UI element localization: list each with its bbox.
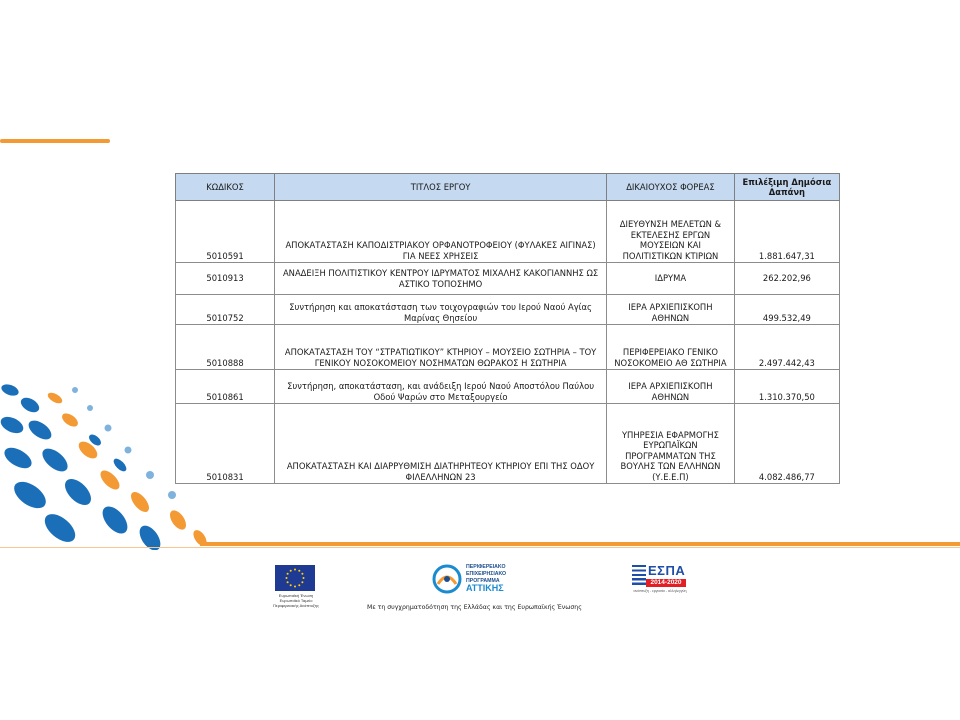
header-beneficiary: ΔΙΚΑΙΟΥΧΟΣ ΦΟΡΕΑΣ [607, 174, 735, 201]
table-row [176, 404, 840, 484]
header-title: ΤΙΤΛΟΣ ΕΡΓΟΥ [275, 174, 607, 201]
row-title: Συντήρηση, αποκατάσταση, και ανάδειξη Ιερού Ναού Αποστόλου Παύλου Οδού Ψαρών στο Μεταξουργείο [275, 370, 607, 404]
row-beneficiary: ΥΠΗΡΕΣΙΑ ΕΦΑΡΜΟΓΗΣ ΕΥΡΩΠΑΪΚΩΝ ΠΡΟΓΡΑΜΜΑΤΩΝ ΤΗΣ ΒΟΥΛΗΣ ΤΩΝ ΕΛΛΗΝΩΝ (Υ.Ε.Ε.Π) [607, 404, 735, 484]
cofunding-statement: Με τη συγχρηματοδότηση της Ελλάδας και της Ευρωπαϊκής Ένωσης [367, 604, 582, 611]
header-amount: Επιλέξιμη Δημόσια Δαπάνη [734, 174, 839, 201]
espa-slogan: ανάπτυξη - εργασία - αλληλεγγύη [633, 589, 687, 593]
table-header-row [176, 174, 840, 201]
row-beneficiary: ΠΕΡΙΦΕΡΕΙΑΚΟ ΓΕΝΙΚΟ ΝΟΣΟΚΟΜΕΙΟ ΑΘ ΣΩΤΗΡΙΑ [607, 325, 735, 370]
row-beneficiary: ΙΔΡΥΜΑ [607, 263, 735, 295]
pep-line: ΠΡΟΓΡΑΜΜΑ [466, 578, 500, 584]
pep-line: ΠΕΡΙΦΕΡΕΙΑΚΟ [466, 564, 506, 570]
row-title: ΑΝΑΔΕΙΞΗ ΠΟΛΙΤΙΣΤΙΚΟΥ ΚΕΝΤΡΟΥ ΙΔΡΥΜΑΤΟΣ ΜΙΧΑΛΗΣ ΚΑΚΟΓΙΑΝΝΗΣ ΩΣ ΑΣΤΙΚΟ ΤΟΠΟΣΗΜΟ [275, 263, 607, 295]
header-code: ΚΩΔΙΚΟΣ [176, 174, 275, 201]
table-row [176, 370, 840, 404]
row-amount: 499.532,49 [734, 295, 839, 325]
row-code: 5010591 [176, 201, 275, 263]
row-amount: 1.310.370,50 [734, 370, 839, 404]
pep-line: ΕΠΙΧΕΙΡΗΣΙΑΚΟ [466, 571, 507, 577]
footer-divider [0, 547, 960, 548]
table-row [176, 325, 840, 370]
row-amount: 2.497.442,43 [734, 325, 839, 370]
table-row [176, 263, 840, 295]
row-beneficiary: ΙΕΡΑ ΑΡΧΙΕΠΙΣΚΟΠΗ ΑΘΗΝΩΝ [607, 370, 735, 404]
orange-accent-line [0, 139, 110, 143]
eu-caption: Ευρωπαϊκή Ένωση Ευρωπαϊκό Ταμείο Περιφερειακής Ανάπτυξης [273, 593, 319, 608]
orange-footer-line [200, 542, 960, 546]
espa-logo [632, 565, 687, 597]
row-beneficiary: ΙΕΡΑ ΑΡΧΙΕΠΙΣΚΟΠΗ ΑΘΗΝΩΝ [607, 295, 735, 325]
row-title: ΑΠΟΚΑΤΑΣΤΑΣΗ ΚΑΙ ΔΙΑΡΡΥΘΜΙΣΗ ΔΙΑΤΗΡΗΤΕΟΥ ΚΤΗΡΙΟΥ ΕΠΙ ΤΗΣ ΟΔΟΥ ΦΙΛΕΛΛΗΝΩΝ 23 [275, 404, 607, 484]
pep-attica-logo-icon [432, 564, 462, 594]
row-title: ΑΠΟΚΑΤΑΣΤΑΣΗ ΤΟΥ “ΣΤΡΑΤΙΩΤΙΚΟΥ” ΚΤΗΡΙΟΥ – ΜΟΥΣΕΙΟ ΣΩΤΗΡΙΑ – ΤΟΥ ΓΕΝΙΚΟΥ ΝΟΣΟΚΟΜΕΙΟΥ ΝΟΣΗΜΑΤΩΝ ΘΩΡΑΚΟΣ Η ΣΩΤΗΡΙΑ [275, 325, 607, 370]
row-title: Συντήρηση και αποκατάσταση των τοιχογραφιών του Ιερού Ναού Αγίας Μαρίνας Θησείου [275, 295, 607, 325]
row-code: 5010831 [176, 404, 275, 484]
espa-years: 2014-2020 [646, 579, 686, 587]
row-code: 5010888 [176, 325, 275, 370]
row-amount: 262.202,96 [734, 263, 839, 295]
greek-flag-icon [632, 565, 646, 585]
row-code: 5010861 [176, 370, 275, 404]
eu-flag-icon [275, 565, 315, 591]
pep-attica-text [466, 564, 506, 592]
row-amount: 1.881.647,31 [734, 201, 839, 263]
pep-attica-title: ΑΤΤΙΚΗΣ [466, 583, 504, 593]
table-row [176, 201, 840, 263]
footer-logos [0, 558, 960, 628]
row-code: 5010752 [176, 295, 275, 325]
row-code: 5010913 [176, 263, 275, 295]
row-title: ΑΠΟΚΑΤΑΣΤΑΣΗ ΚΑΠΟΔΙΣΤΡΙΑΚΟΥ ΟΡΦΑΝΟΤΡΟΦΕΙΟΥ (ΦΥΛΑΚΕΣ ΑΙΓΙΝΑΣ) ΓΙΑ ΝΕΕΣ ΧΡΗΣΕΙΣ [275, 201, 607, 263]
row-beneficiary: ΔΙΕΥΘΥΝΣΗ ΜΕΛΕΤΩΝ & ΕΚΤΕΛΕΣΗΣ ΕΡΓΩΝ ΜΟΥΣΕΙΩΝ ΚΑΙ ΠΟΛΙΤΙΣΤΙΚΩΝ ΚΤΙΡΙΩΝ [607, 201, 735, 263]
row-amount: 4.082.486,77 [734, 404, 839, 484]
projects-table [175, 173, 840, 484]
espa-word: ΕΣΠΑ [648, 563, 686, 578]
table-row [176, 295, 840, 325]
